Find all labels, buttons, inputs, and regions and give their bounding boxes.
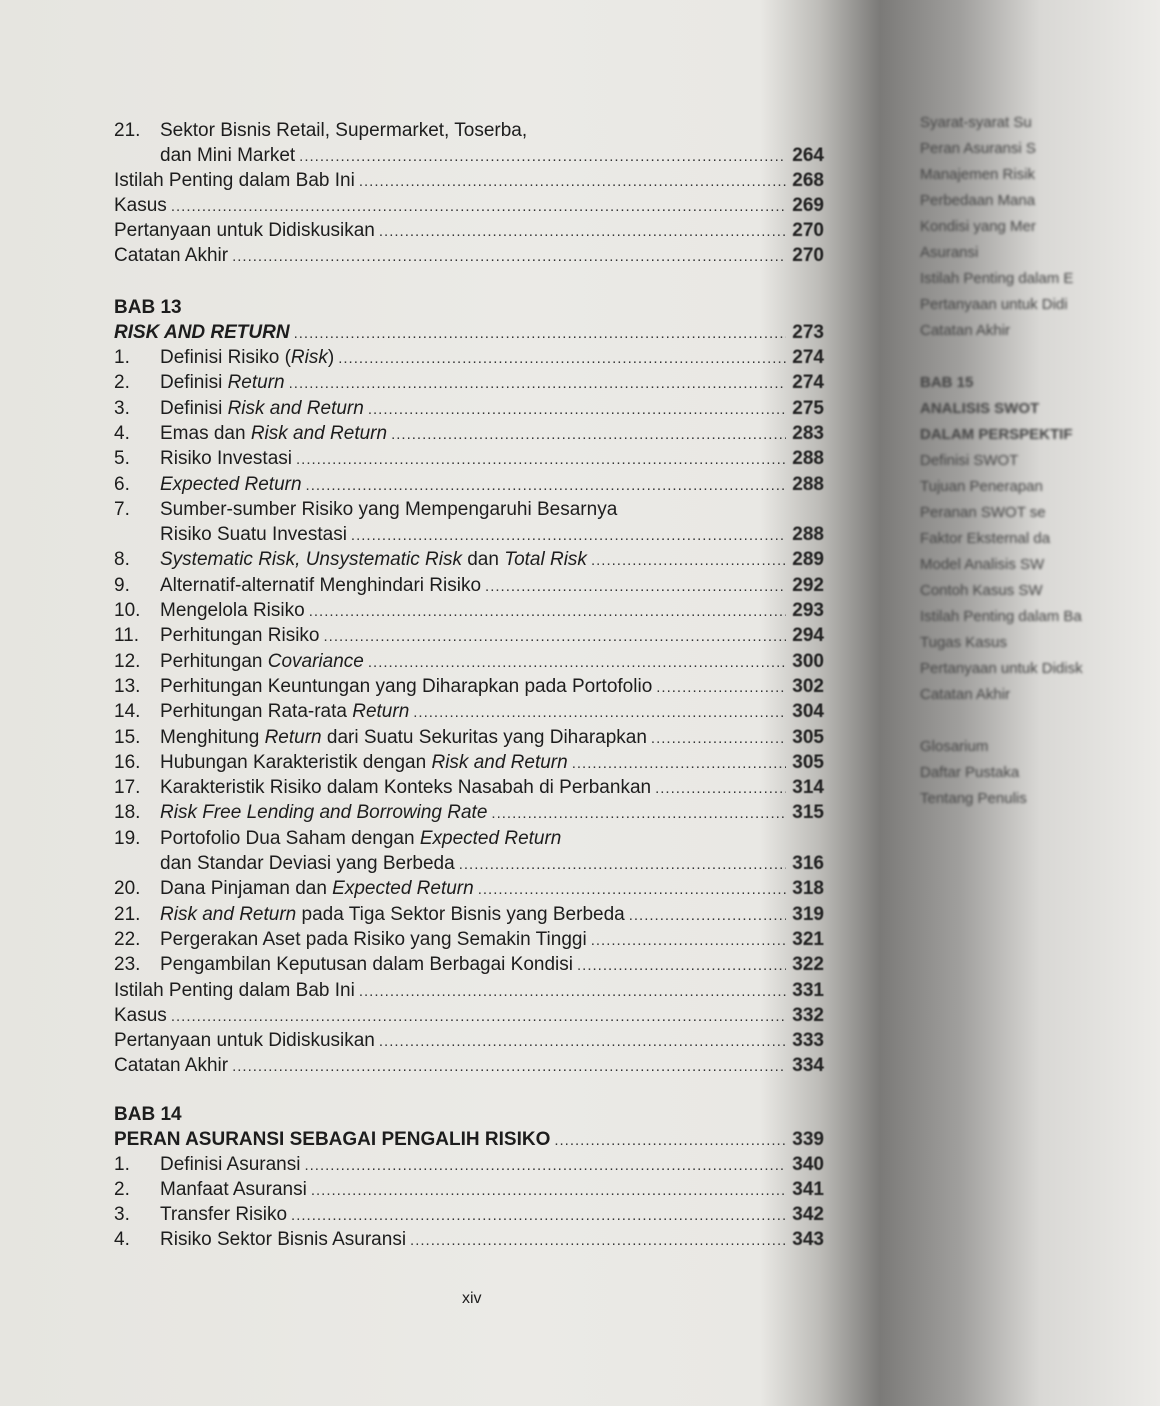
chapter-14-title: PERAN ASURANSI SEBAGAI PENGALIH RISIKO <box>114 1129 551 1150</box>
toc-entry[interactable] <box>114 598 824 624</box>
toc-entry[interactable] <box>114 674 824 700</box>
dot-leader <box>296 447 786 473</box>
page-number: 274 <box>792 347 824 368</box>
facing-page-line: Perbedaan Mana <box>920 192 1036 209</box>
entry-title: dan Standar Deviasi yang Berbeda <box>160 853 455 874</box>
entry-number: 4. <box>114 422 130 444</box>
dot-leader <box>299 144 786 170</box>
entry-title: Perhitungan Covariance <box>160 650 364 672</box>
page-number: 288 <box>792 448 824 470</box>
facing-page-line: Tentang Penulis <box>920 790 1027 807</box>
entry-number: 5. <box>114 448 130 470</box>
page-number: 289 <box>792 549 824 571</box>
dot-leader <box>368 397 786 423</box>
toc-entry[interactable] <box>114 446 824 472</box>
entry-number: 8. <box>114 549 130 571</box>
page-number: 341 <box>792 1179 824 1200</box>
dot-leader <box>491 801 786 827</box>
dot-leader <box>232 244 786 270</box>
facing-page-line: Model Analisis SW <box>920 556 1045 573</box>
entry-title: Definisi Risiko (Risk) <box>160 347 335 368</box>
entry-title: Menghitung Return dari Suatu Sekuritas yang Diharapkan <box>160 726 647 748</box>
entry-number: 20. <box>114 878 141 900</box>
dot-leader <box>309 599 786 625</box>
dot-leader <box>651 726 786 752</box>
page-number: 304 <box>792 701 824 723</box>
facing-page-line: Definisi SWOT <box>920 452 1019 469</box>
page-number: 273 <box>792 322 824 343</box>
entry-number: 19. <box>114 827 141 849</box>
facing-page-line: Syarat-syarat Su <box>920 114 1032 131</box>
dot-leader <box>294 321 786 347</box>
dot-leader <box>323 624 786 650</box>
entry-title: Expected Return <box>160 473 302 495</box>
entry-title: Catatan Akhir <box>114 245 229 266</box>
entry-title: Transfer Risiko <box>160 1204 288 1225</box>
toc-entry[interactable] <box>114 750 824 776</box>
page-number: 293 <box>792 600 824 621</box>
entry-number: 4. <box>114 1229 130 1250</box>
toc-entry[interactable] <box>114 699 824 725</box>
page-number: 302 <box>792 675 824 697</box>
toc-entry[interactable] <box>114 826 824 852</box>
dot-leader <box>304 1153 786 1179</box>
entry-title: dan Mini Market <box>160 145 296 166</box>
toc-entry[interactable] <box>114 193 824 219</box>
entry-title: Risk Free Lending and Borrowing Rate <box>160 802 488 824</box>
toc-entry[interactable] <box>114 927 824 953</box>
dot-leader <box>306 473 786 499</box>
entry-number: 10. <box>114 600 141 621</box>
entry-title: Perhitungan Keuntungan yang Diharapkan pada Portofolio <box>160 675 653 697</box>
toc-entry[interactable] <box>114 396 824 422</box>
page-number: 274 <box>792 372 824 394</box>
toc-entry[interactable] <box>114 1003 824 1029</box>
entry-number: 14. <box>114 701 141 723</box>
entry-title: Risiko Suatu Investasi <box>160 524 347 546</box>
page-number: 314 <box>792 777 824 799</box>
dot-leader <box>656 675 786 701</box>
dot-leader <box>289 371 786 397</box>
page-number: 316 <box>792 853 824 874</box>
page-number: 322 <box>792 954 824 976</box>
dot-leader <box>291 1203 786 1229</box>
page-number: 292 <box>792 574 824 596</box>
entry-title: Pertanyaan untuk Didiskusikan <box>114 220 375 241</box>
page-number: 270 <box>792 245 824 266</box>
toc-entry[interactable] <box>114 218 824 244</box>
dot-leader <box>554 1128 786 1154</box>
facing-page-line: Daftar Pustaka <box>920 764 1020 781</box>
dot-leader <box>577 953 786 979</box>
toc-entry[interactable] <box>114 725 824 751</box>
entry-title: Catatan Akhir <box>114 1055 229 1077</box>
entry-title: Karakteristik Risiko dalam Konteks Nasabah di Perbankan <box>160 777 652 799</box>
page-number: 288 <box>792 524 824 546</box>
toc-entry[interactable] <box>114 522 824 548</box>
page-number: 321 <box>792 928 824 950</box>
page-number: 334 <box>792 1055 824 1077</box>
entry-title: Manfaat Asuransi <box>160 1179 307 1200</box>
dot-leader <box>171 1004 786 1030</box>
toc-entry[interactable] <box>114 573 824 599</box>
facing-page-line: Istilah Penting dalam E <box>920 270 1074 287</box>
toc-entry[interactable] <box>114 851 824 877</box>
dot-leader <box>338 346 786 372</box>
page-number: 275 <box>792 397 824 419</box>
entry-title: Pengambilan Keputusan dalam Berbagai Kondisi <box>160 954 573 976</box>
facing-page-line: Pertanyaan untuk Didi <box>920 296 1068 313</box>
entry-number: 7. <box>114 498 130 520</box>
toc-entry[interactable] <box>114 243 824 269</box>
entry-number: 1. <box>114 347 130 368</box>
entry-number: 1. <box>114 1154 130 1175</box>
toc-entry[interactable] <box>114 472 824 498</box>
facing-page-line: DALAM PERSPEKTIF <box>920 426 1073 443</box>
entry-number: 2. <box>114 1179 130 1200</box>
entry-title: Perhitungan Rata-rata Return <box>160 701 410 723</box>
page-number: 268 <box>792 170 824 191</box>
facing-page-line: Asuransi <box>920 244 979 261</box>
dot-leader <box>572 751 786 777</box>
entry-number: 22. <box>114 928 141 950</box>
facing-page-line: Contoh Kasus SW <box>920 582 1043 599</box>
page-number: 332 <box>792 1004 824 1026</box>
toc-entry[interactable] <box>114 1053 824 1079</box>
facing-page-line: Faktor Eksternal da <box>920 530 1051 547</box>
facing-page-line: BAB 15 <box>920 374 974 391</box>
entry-title: Sektor Bisnis Retail, Supermarket, Toserba, <box>160 120 528 141</box>
dot-leader <box>391 422 786 448</box>
entry-number: 21. <box>114 120 141 141</box>
dot-leader <box>629 903 786 929</box>
entry-number: 6. <box>114 473 130 495</box>
page-number: 315 <box>792 802 824 824</box>
entry-title: Definisi Asuransi <box>160 1154 301 1175</box>
facing-page-line: Catatan Akhir <box>920 322 1011 339</box>
toc-entry[interactable] <box>114 775 824 801</box>
dot-leader <box>359 979 786 1005</box>
page-number: 333 <box>792 1030 824 1052</box>
entry-title: Definisi Risk and Return <box>160 397 364 419</box>
toc-entry[interactable] <box>114 497 824 523</box>
dot-leader <box>232 1054 786 1080</box>
entry-title: Emas dan Risk and Return <box>160 422 388 444</box>
page-number: 288 <box>792 473 824 495</box>
toc-entry[interactable] <box>114 876 824 902</box>
toc-entry[interactable] <box>114 978 824 1004</box>
chapter-14-title-row[interactable] <box>114 1127 824 1153</box>
entry-number: 15. <box>114 726 141 748</box>
toc-entry[interactable] <box>114 143 824 169</box>
page-number: 269 <box>792 195 824 216</box>
page-number: 319 <box>792 903 824 925</box>
dot-leader <box>379 219 786 245</box>
page-number: 270 <box>792 220 824 241</box>
toc-entry[interactable] <box>114 1028 824 1054</box>
dot-leader <box>351 523 786 549</box>
facing-page-line <box>920 344 1160 370</box>
entry-title: Istilah Penting dalam Bab Ini <box>114 170 355 191</box>
entry-title: Istilah Penting dalam Bab Ini <box>114 979 355 1001</box>
page-number: 294 <box>792 625 824 647</box>
entry-title: Portofolio Dua Saham dengan Expected Return <box>160 827 562 849</box>
dot-leader <box>410 1228 786 1254</box>
page-number: 300 <box>792 650 824 672</box>
facing-page-line <box>920 708 1160 734</box>
entry-number: 17. <box>114 777 141 799</box>
toc-entry[interactable] <box>114 370 824 396</box>
page-number: 283 <box>792 422 824 444</box>
entry-number: 16. <box>114 751 141 773</box>
toc-entry[interactable] <box>114 547 824 573</box>
entry-title: Risiko Investasi <box>160 448 292 470</box>
toc-entry[interactable] <box>114 800 824 826</box>
toc-entry[interactable] <box>114 902 824 928</box>
entry-title: Hubungan Karakteristik dengan Risk and Return <box>160 751 568 773</box>
facing-page-line: ANALISIS SWOT <box>920 400 1040 417</box>
entry-title: Mengelola Risiko <box>160 600 305 621</box>
toc-entry[interactable] <box>114 1177 824 1203</box>
chapter-13-title-row[interactable] <box>114 320 824 346</box>
facing-page-line: Manajemen Risik <box>920 166 1036 183</box>
dot-leader <box>379 1029 786 1055</box>
toc-entry[interactable] <box>114 649 824 675</box>
facing-page-blurred <box>920 110 1160 810</box>
facing-page-line: Tugas Kasus <box>920 634 1007 651</box>
page-number: 305 <box>792 726 824 748</box>
chapter-13-title: RISK AND RETURN <box>114 322 290 343</box>
entry-number: 18. <box>114 802 141 824</box>
entry-number: 21. <box>114 903 141 925</box>
entry-title: Pergerakan Aset pada Risiko yang Semakin Tinggi <box>160 928 587 950</box>
entry-number: 23. <box>114 954 141 976</box>
entry-number: 3. <box>114 397 130 419</box>
entry-number: 12. <box>114 650 141 672</box>
dot-leader <box>485 574 786 600</box>
dot-leader <box>655 776 786 802</box>
page-number: 305 <box>792 751 824 773</box>
dot-leader <box>359 169 786 195</box>
page-number: 340 <box>792 1154 824 1175</box>
chapter-14-heading: BAB 14 <box>114 1104 182 1125</box>
facing-page-line: Istilah Penting dalam Ba <box>920 608 1082 625</box>
dot-leader <box>591 928 786 954</box>
facing-page-line: Kondisi yang Mer <box>920 218 1036 235</box>
toc-entry[interactable] <box>114 1202 824 1228</box>
entry-number: 9. <box>114 574 130 596</box>
entry-title: Dana Pinjaman dan Expected Return <box>160 878 474 900</box>
facing-page-line: Peran Asuransi S <box>920 140 1036 157</box>
entry-title: Definisi Return <box>160 372 285 394</box>
facing-page-line: Glosarium <box>920 738 989 755</box>
toc-entry[interactable] <box>114 345 824 371</box>
facing-page-line: Peranan SWOT se <box>920 504 1046 521</box>
dot-leader <box>171 194 786 220</box>
entry-title: Kasus <box>114 195 167 216</box>
toc-entry[interactable] <box>114 1152 824 1178</box>
facing-page-line: Pertanyaan untuk Didisk <box>920 660 1083 677</box>
dot-leader <box>368 650 786 676</box>
entry-title: Risiko Sektor Bisnis Asuransi <box>160 1229 407 1250</box>
entry-title: Sumber-sumber Risiko yang Mempengaruhi Besarnya <box>160 498 618 520</box>
toc-entry[interactable] <box>114 118 824 144</box>
page-number: 342 <box>792 1204 824 1225</box>
dot-leader <box>478 877 786 903</box>
entry-title: Kasus <box>114 1004 167 1026</box>
page-number: 331 <box>792 979 824 1001</box>
entry-title: Systematic Risk, Unsystematic Risk dan Total Risk <box>160 549 587 571</box>
page-footer-number: xiv <box>462 1290 482 1307</box>
facing-page-line: Tujuan Penerapan <box>920 478 1043 495</box>
dot-leader <box>459 852 786 878</box>
dot-leader <box>311 1178 786 1204</box>
entry-title: Perhitungan Risiko <box>160 625 320 647</box>
page-number: 264 <box>792 145 824 166</box>
facing-page-line: Catatan Akhir <box>920 686 1011 703</box>
entry-title: Pertanyaan untuk Didiskusikan <box>114 1030 375 1052</box>
page-number: 318 <box>792 878 824 900</box>
toc-entry[interactable] <box>114 168 824 194</box>
entry-number: 3. <box>114 1204 130 1225</box>
entry-title: Alternatif-alternatif Menghindari Risiko <box>160 574 482 596</box>
dot-leader <box>591 548 786 574</box>
toc-entry[interactable] <box>114 421 824 447</box>
toc-entry[interactable] <box>114 952 824 978</box>
page-number: 339 <box>792 1129 824 1150</box>
page-number: 343 <box>792 1229 824 1250</box>
entry-number: 13. <box>114 675 141 697</box>
chapter-13-heading: BAB 13 <box>114 297 182 318</box>
entry-number: 11. <box>114 625 140 647</box>
dot-leader <box>413 700 786 726</box>
toc-entry[interactable] <box>114 623 824 649</box>
entry-title: Risk and Return pada Tiga Sektor Bisnis yang Berbeda <box>160 903 625 925</box>
toc-entry[interactable] <box>114 1227 824 1253</box>
entry-number: 2. <box>114 372 130 394</box>
